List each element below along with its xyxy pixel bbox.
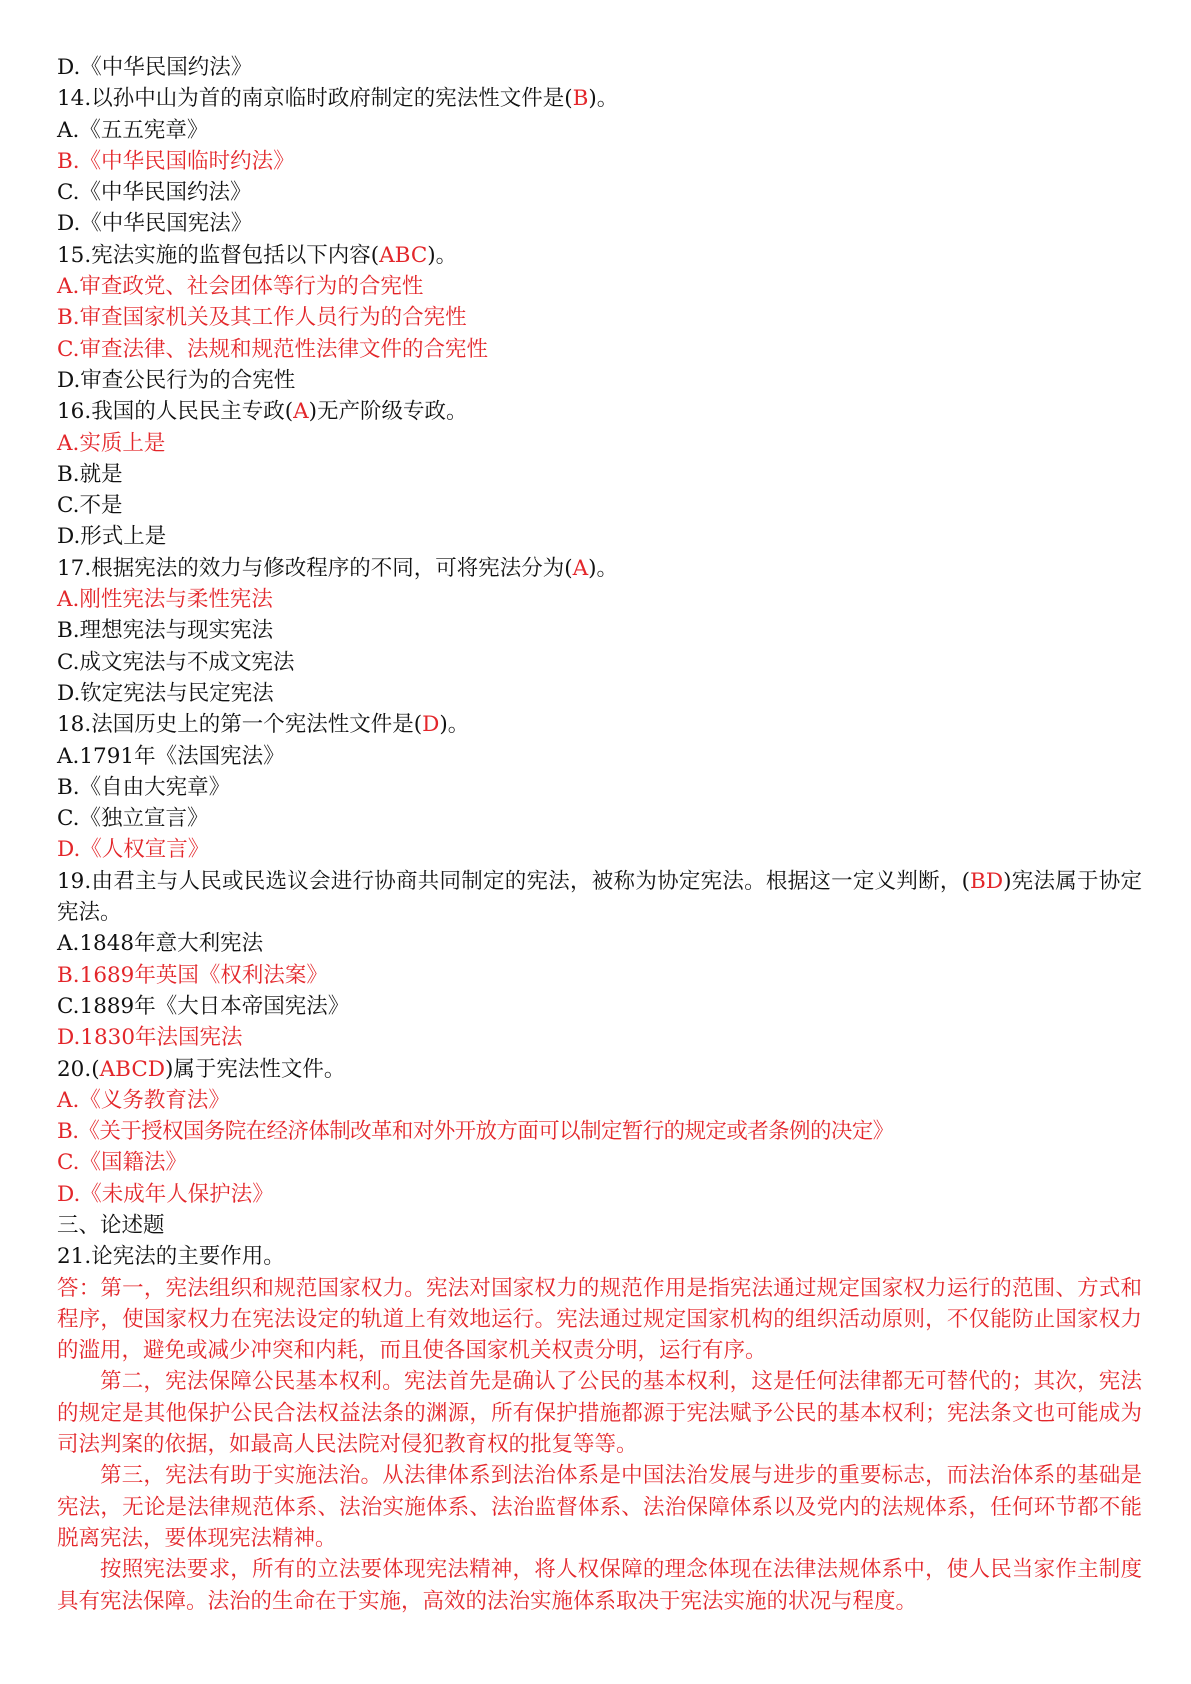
option-line: A.《五五宪章》 <box>57 117 209 143</box>
option-line: B.理想宪法与现实宪法 <box>57 618 274 644</box>
answer-key: ABC <box>379 242 428 268</box>
option-line: A.1848年意大利宪法 <box>57 931 264 957</box>
answer-key: BD <box>970 868 1004 894</box>
answer-paragraph: 第三，宪法有助于实施法治。从法律体系到法治体系是中国法治发展与进步的重要标志，而法治体系的基础是宪法，无论是法律规范体系、法治实施体系、法治监督体系、法治保障体系以及党内的法规体系，任何环节都不能脱离宪法，要体现宪法精神。 <box>57 1463 1142 1551</box>
answer-key: ABCD <box>99 1056 166 1082</box>
correct-option-line: A.审查政党、社会团体等行为的合宪性 <box>57 274 424 300</box>
answer-paragraph: 第二，宪法保障公民基本权利。宪法首先是确认了公民的基本权利，这是任何法律都无可替代的；其次，宪法的规定是其他保护公民合法权益法条的渊源，所有保护措施都源于宪法赋予公民的基本权利；宪法条文也可能成为司法判案的依据，如最高人民法院对侵犯教育权的批复等等。 <box>57 1369 1142 1458</box>
correct-option-line: B.《中华民国临时约法》 <box>57 148 295 174</box>
option-line: D.形式上是 <box>57 524 167 550</box>
question-line: 19.由君主与人民或民选议会进行协商共同制定的宪法，被称为协定宪法。根据这一定义判断，(BD)宪法属于协定宪法。 <box>57 868 1142 926</box>
answer-key: D <box>422 712 440 738</box>
correct-option-line: D.《未成年人保护法》 <box>57 1181 274 1207</box>
answer-key: A <box>293 399 309 425</box>
correct-option-line: B.1689年英国《权利法案》 <box>57 962 328 988</box>
answer-key: A <box>572 555 589 581</box>
document-page <box>57 52 1142 1617</box>
option-line: D.审查公民行为的合宪性 <box>57 367 296 393</box>
question-line: 14.以孙中山为首的南京临时政府制定的宪法性文件是(B)。 <box>57 86 619 112</box>
correct-option-line: C.《国籍法》 <box>57 1150 188 1176</box>
section-heading: 三、论述题 <box>57 1212 165 1238</box>
option-line: D.《中华民国约法》 <box>57 55 253 80</box>
correct-option-line: A.实质上是 <box>57 430 166 456</box>
correct-option-line: A.《义务教育法》 <box>57 1087 230 1113</box>
option-line: C.1889年《大日本帝国宪法》 <box>57 993 350 1019</box>
correct-option-line: D.1830年法国宪法 <box>57 1025 243 1051</box>
option-line: C.不是 <box>57 493 123 519</box>
question-line: 21.论宪法的主要作用。 <box>57 1244 285 1270</box>
option-line: B.《自由大宪章》 <box>57 774 231 800</box>
correct-option-line: A.刚性宪法与柔性宪法 <box>57 587 273 613</box>
answer-paragraph: 答：第一，宪法组织和规范国家权力。宪法对国家权力的规范作用是指宪法通过规定国家权力运行的范围、方式和程序，使国家权力在宪法设定的轨道上有效地运行。宪法通过规定国家机构的组织活动原则，不仅能防止国家权力的滥用，避免或减少冲突和内耗，而且使各国家机关权责分明，运行有序。 <box>57 1275 1142 1364</box>
option-line: B.就是 <box>57 461 123 487</box>
option-line: D.《中华民国宪法》 <box>57 211 253 237</box>
option-line: C.《中华民国约法》 <box>57 180 252 206</box>
correct-option-line: D.《人权宣言》 <box>57 837 210 863</box>
option-line: D.钦定宪法与民定宪法 <box>57 680 274 706</box>
option-line: C.成文宪法与不成文宪法 <box>57 649 295 675</box>
correct-option-line: C.审查法律、法规和规范性法律文件的合宪性 <box>57 336 489 362</box>
question-line: 20.(ABCD)属于宪法性文件。 <box>57 1056 346 1082</box>
question-line: 17.根据宪法的效力与修改程序的不同，可将宪法分为(A)。 <box>57 555 619 581</box>
question-line: 16.我国的人民民主专政(A)无产阶级专政。 <box>57 399 468 425</box>
question-line: 18.法国历史上的第一个宪法性文件是(D)。 <box>57 712 470 738</box>
answer-key: B <box>572 86 589 112</box>
question-line: 15.宪法实施的监督包括以下内容(ABC)。 <box>57 242 458 268</box>
correct-option-line: B.《关于授权国务院在经济体制改革和对外开放方面可以制定暂行的规定或者条例的决定》 <box>57 1119 894 1145</box>
correct-option-line: B.审查国家机关及其工作人员行为的合宪性 <box>57 305 467 331</box>
answer-paragraph: 按照宪法要求，所有的立法要体现宪法精神，将人权保障的理念体现在法律法规体系中，使人民当家作主制度具有宪法保障。法治的生命在于实施，高效的法治实施体系取决于宪法实施的状况与程度。 <box>57 1557 1142 1614</box>
option-line: C.《独立宣言》 <box>57 806 209 832</box>
option-line: A.1791年《法国宪法》 <box>57 743 285 769</box>
